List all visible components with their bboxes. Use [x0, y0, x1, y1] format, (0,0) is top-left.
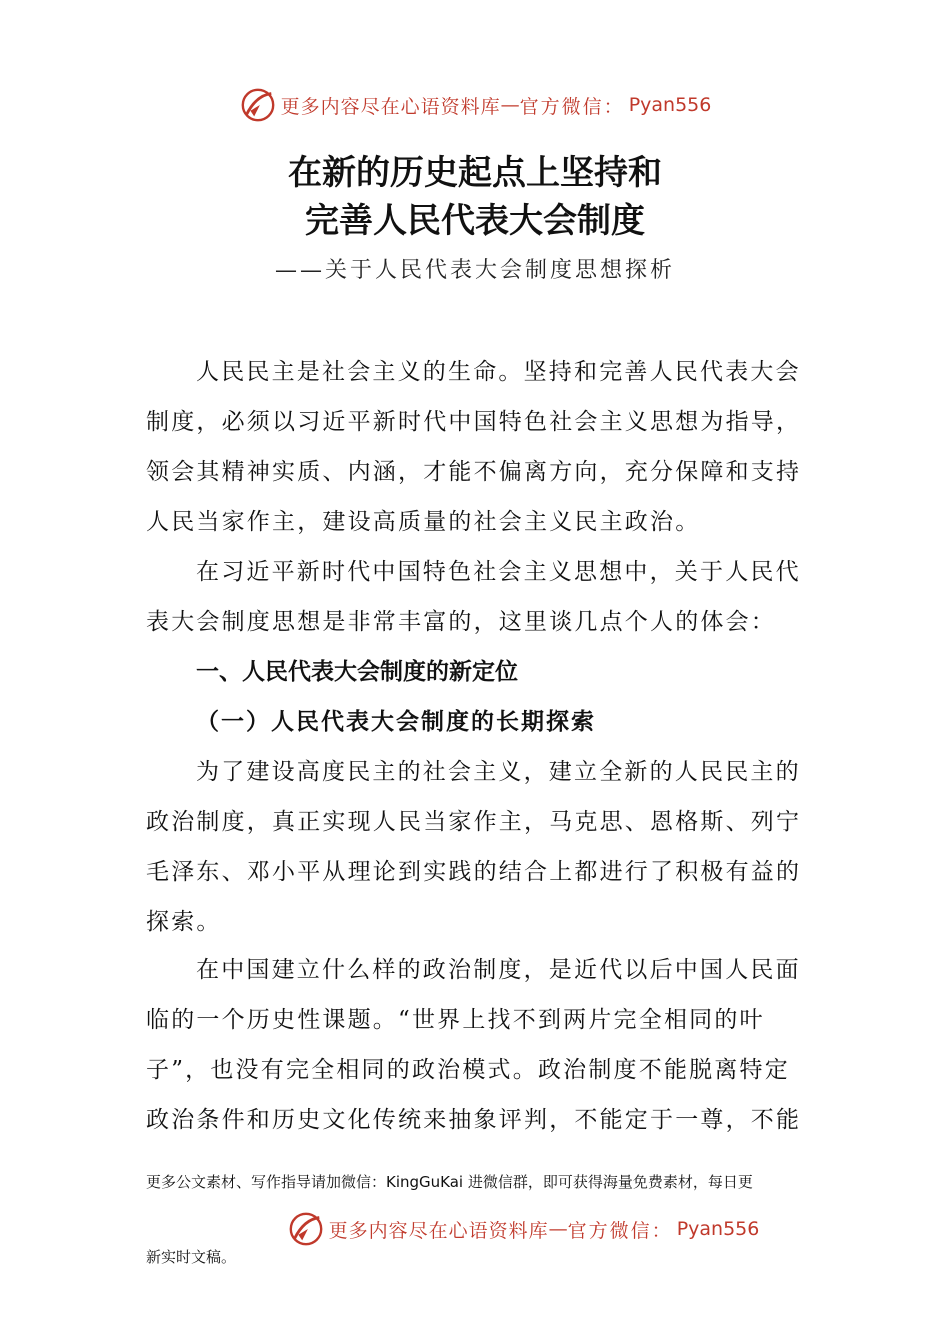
- footer-banner-brand-text: 更多内容尽在心语资料库: [328, 1219, 549, 1242]
- banner-official-label: 官方微信：: [519, 95, 625, 118]
- paragraph-1: 人民民主是社会主义的生命。坚持和完善人民代表大会制度，必须以习近平新时代中国特色社会主义思想为指导，领会其精神实质、内涵，才能不偏离方向，充分保障和支持人民当家作主，建设高质量的社会主义民主政治。: [146, 359, 802, 535]
- banner-brand-text: 更多内容尽在心语资料库: [280, 95, 501, 118]
- document-title-line-2: 完善人民代表大会制度: [305, 201, 645, 241]
- footer-note-end: 新实时文稿。: [146, 1248, 237, 1266]
- footer-banner-official-label: 官方微信：: [567, 1219, 673, 1242]
- document-title-line-1: 在新的历史起点上坚持和: [288, 153, 662, 193]
- banner-dash: —: [500, 94, 520, 116]
- footer-banner: [48, 1210, 950, 1248]
- document-subtitle: ——关于人民代表大会制度思想探析: [274, 258, 675, 283]
- footer-banner-dash: —: [548, 1218, 568, 1240]
- header-banner: [0, 86, 950, 124]
- footer-note: 更多公文素材、写作指导请加微信：KingGuKai 进微信群，即可获得海量免费素材，每日更: [146, 1173, 753, 1191]
- paragraph-3: 为了建设高度民主的社会主义，建立全新的人民民主的政治制度，真正实现人民当家作主，马克思、恩格斯、列宁毛泽东、邓小平从理论到实践的结合上都进行了积极有益的探索。: [146, 759, 802, 935]
- brand-logo-icon: [239, 86, 277, 124]
- footer-brand-logo-icon: [287, 1210, 325, 1248]
- paragraph-2: 在习近平新时代中国特色社会主义思想中，关于人民代表大会制度思想是非常丰富的，这里谈几点个人的体会：: [146, 559, 801, 635]
- section-heading-1: 一、人民代表大会制度的新定位: [196, 659, 518, 685]
- paragraph-4: 在中国建立什么样的政治制度，是近代以后中国人民面临的一个历史性课题。“世界上找不到两片完全相同的叶子”，也没有完全相同的政治模式。政治制度不能脱离特定政治条件和历史文化传统来抽象评判，不能定于一尊，不能: [146, 957, 802, 1133]
- footer-banner-wechat-id: Pyan556: [676, 1218, 760, 1240]
- banner-wechat-id: Pyan556: [628, 94, 712, 116]
- subsection-heading-1: （一）人民代表大会制度的长期探索: [196, 708, 596, 735]
